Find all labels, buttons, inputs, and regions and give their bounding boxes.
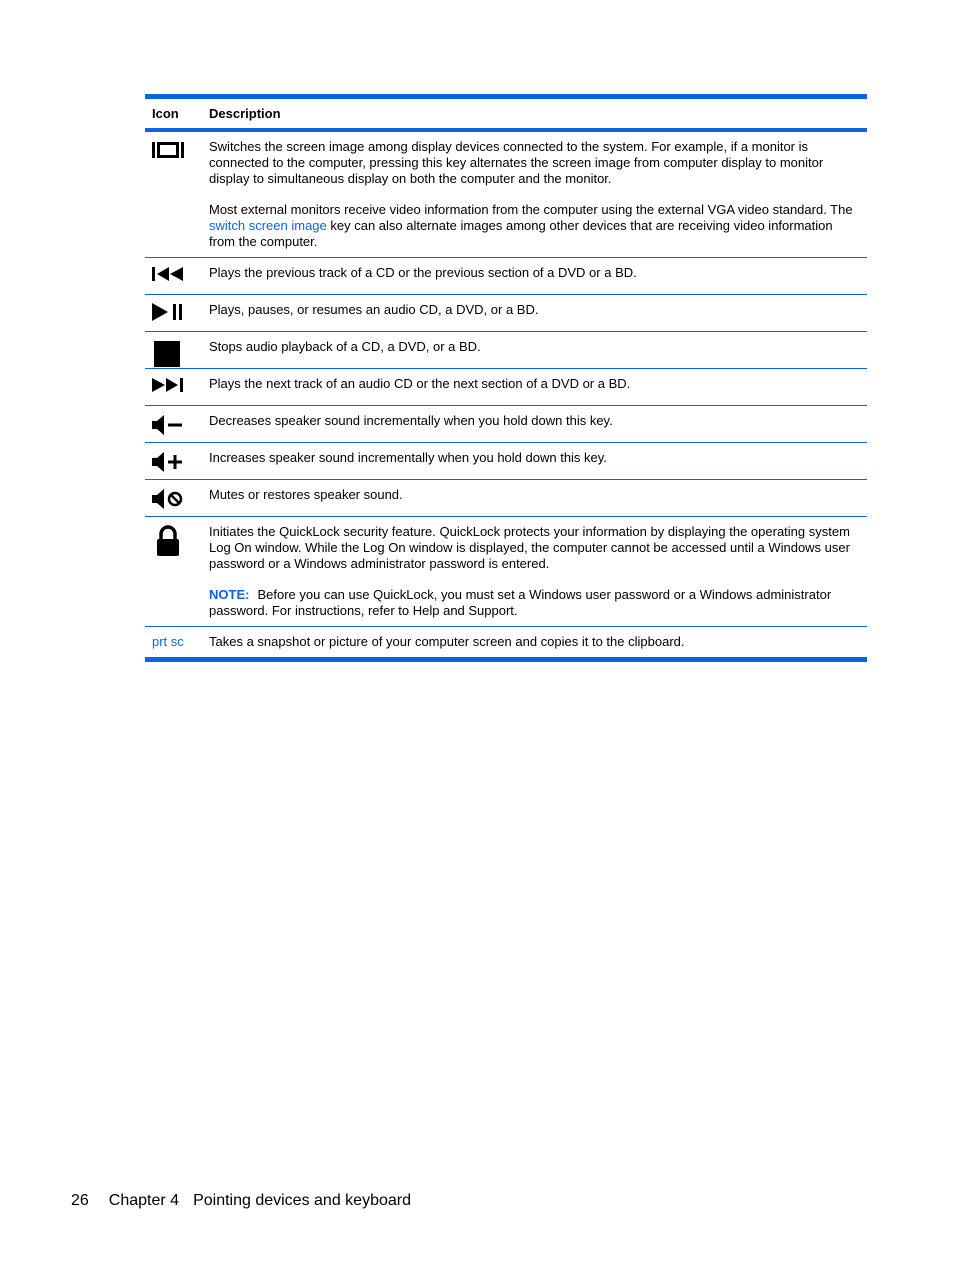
table-row bbox=[145, 258, 867, 295]
table-row bbox=[145, 517, 867, 627]
page-footer bbox=[71, 1192, 431, 1210]
note bbox=[209, 587, 861, 619]
row-description: Switches the screen image among display devices connected to the system. For example, if a monitor is connected to the computer, pressing this key alternates the screen image from computer display to monitor display to simultaneous display on both the computer and the monitor. bbox=[209, 139, 824, 186]
row-description: Increases speaker sound incrementally when you hold down this key. bbox=[209, 450, 607, 465]
note-text: Before you can use QuickLock, you must set a Windows user password or a Windows administrator password. For instructions, refer to Help and Support. bbox=[209, 587, 832, 618]
header-icon: Icon bbox=[152, 106, 179, 121]
table-row bbox=[145, 627, 867, 657]
switch-screen-icon bbox=[145, 132, 209, 257]
table-row bbox=[145, 480, 867, 517]
row-description-extra: Most external monitors receive video information from the computer using the external VGA video standard. The switch screen image key can also alternate images among other devices that are receiving video information from the computer. bbox=[209, 202, 853, 249]
function-key-table bbox=[145, 94, 867, 662]
table-row bbox=[145, 295, 867, 332]
play-pause-icon bbox=[145, 295, 209, 331]
lock-icon bbox=[145, 517, 209, 626]
row-description: Decreases speaker sound incrementally when you hold down this key. bbox=[209, 413, 613, 428]
next-track-icon bbox=[145, 369, 209, 405]
table-row bbox=[145, 443, 867, 480]
table-row bbox=[145, 369, 867, 406]
mute-icon bbox=[145, 480, 209, 516]
page-number: 26 bbox=[71, 1192, 89, 1209]
stop-icon bbox=[145, 332, 209, 368]
table-row bbox=[145, 132, 867, 258]
note-label: NOTE: bbox=[209, 587, 250, 602]
table-row bbox=[145, 406, 867, 443]
table-row bbox=[145, 332, 867, 369]
table-header bbox=[145, 99, 867, 132]
row-description: Initiates the QuickLock security feature. QuickLock protects your information by displaying the operating system Log On window. While the Log On window is displayed, the computer cannot be accessed until a Windows user password or a Windows administrator password is entered. bbox=[209, 524, 850, 571]
row-description: Plays, pauses, or resumes an audio CD, a DVD, or a BD. bbox=[209, 302, 539, 317]
header-description: Description bbox=[209, 106, 281, 121]
chapter-label: Chapter 4 bbox=[108, 1192, 180, 1209]
row-description: Takes a snapshot or picture of your computer screen and copies it to the clipboard. bbox=[209, 634, 685, 649]
prt-sc-key-label[interactable]: prt sc bbox=[152, 634, 184, 649]
row-description: Plays the previous track of a CD or the previous section of a DVD or a BD. bbox=[209, 265, 637, 280]
row-description: Plays the next track of an audio CD or the next section of a DVD or a BD. bbox=[209, 376, 631, 391]
volume-up-icon bbox=[145, 443, 209, 479]
switch-screen-link[interactable]: switch screen image bbox=[209, 218, 327, 233]
chapter-title: Pointing devices and keyboard bbox=[193, 1192, 411, 1209]
row-description: Stops audio playback of a CD, a DVD, or a BD. bbox=[209, 339, 481, 354]
volume-down-icon bbox=[145, 406, 209, 442]
row-description: Mutes or restores speaker sound. bbox=[209, 487, 403, 502]
previous-track-icon bbox=[145, 258, 209, 294]
